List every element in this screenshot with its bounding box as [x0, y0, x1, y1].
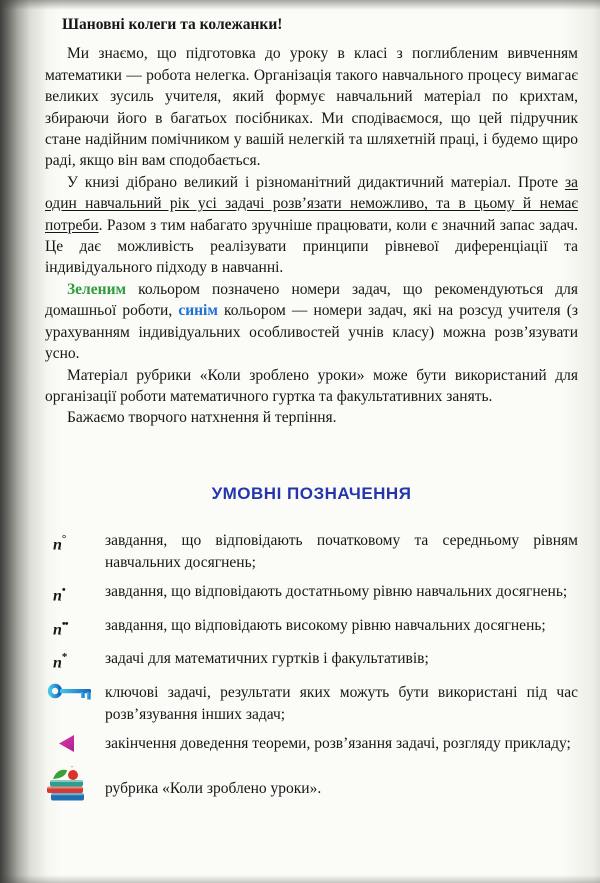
page-content — [45, 14, 578, 819]
legend-item-end-of-proof — [45, 733, 578, 758]
legend-item-text: закінчення доведення теореми, розв’язання задачі, розгляду прикладу; — [105, 734, 571, 752]
legend-item-text: завдання, що відповідають початковому та середньому рівням навчальних досягнень; — [105, 532, 578, 571]
p3-mid: кольором позначено номери задач, що рекомендуються для домашньої роботи, — [45, 280, 578, 320]
paragraph-wish: Бажаємо творчого натхнення й терпіння. — [67, 409, 337, 427]
legend-item-text: задачі для математичних гуртків і факультативів; — [105, 650, 429, 668]
legend-item-text: завдання, що відповідають достатньому рівню навчальних досягнень; — [105, 582, 568, 600]
legend-item-sufficient-level — [45, 581, 578, 607]
legend-title: УМОВНІ ПОЗНАЧЕННЯ — [211, 483, 412, 503]
p3-blue-word: синім — [178, 302, 218, 320]
symbol-n-star: n* — [53, 651, 67, 672]
legend-item-basic-level — [45, 530, 578, 573]
symbol-n-dot: n• — [53, 583, 65, 605]
legend-item-text: рубрика «Коли зроблено уроки». — [105, 779, 322, 797]
legend-item-text: ключові задачі, результати яких можуть бути використані під час розв’язування інших задач; — [105, 684, 578, 723]
legend-item-text: завдання, що відповідають високому рівню навчальних досягнень; — [105, 616, 546, 634]
greeting: Шановні колеги та колежанки! — [62, 16, 283, 33]
paragraph-rubric: Матеріал рубрики «Коли зроблено уроки» може бути використаний для організації роботи математичного гуртка та факультативних занять. — [45, 366, 578, 405]
legend-item-rubric — [45, 766, 578, 810]
end-of-proof-triangle-icon — [59, 735, 74, 758]
p2-before: У книзі дібрано великий і різноманітний дидактичний матеріал. Проте — [67, 173, 565, 191]
symbol-n-double-dot: n•• — [53, 617, 68, 638]
symbol-n-circle: n° — [53, 533, 66, 554]
legend-list — [45, 530, 578, 811]
p2-underlined: за один навчальний рік усі задачі розв’язати неможливо, та в цьому й немає потреби — [45, 173, 578, 234]
legend-item-key-problems — [45, 682, 578, 725]
paragraph-material — [45, 172, 578, 279]
key-icon — [47, 682, 93, 707]
paragraph-intro: Ми знаємо, що підготовка до уроку в класі з поглибленим вивченням математики — робота нелегка. Організація такого навчального процесу вимагає великих зусиль учителя, який формує навчальний матеріал по крихтам, збираючи його в багатьох посібниках. Ми сподіваємося, що цей підручник стане надійним помічником у вашій нелегкій та шляхетній праці, і будемо щиро раді, якщо він вам сподобається. — [45, 45, 578, 170]
legend-item-math-circle — [45, 648, 578, 674]
books-icon — [45, 766, 87, 810]
p3-after: кольором — номери задач, які на розсуд учителя (з урахуванням індивідуальних особливостей учнів класу) можна розв’язувати усно. — [45, 302, 578, 363]
legend-item-high-level — [45, 615, 578, 641]
p2-after: . Разом з тим набагато зручніше працювати, коли є значний запас задач. Це дає можливість реалізувати принципи рівневої диференціації та індивідуального підходу в навчанні. — [45, 216, 578, 277]
paragraph-colors — [45, 279, 578, 365]
p3-green-word: Зеленим — [67, 280, 127, 298]
